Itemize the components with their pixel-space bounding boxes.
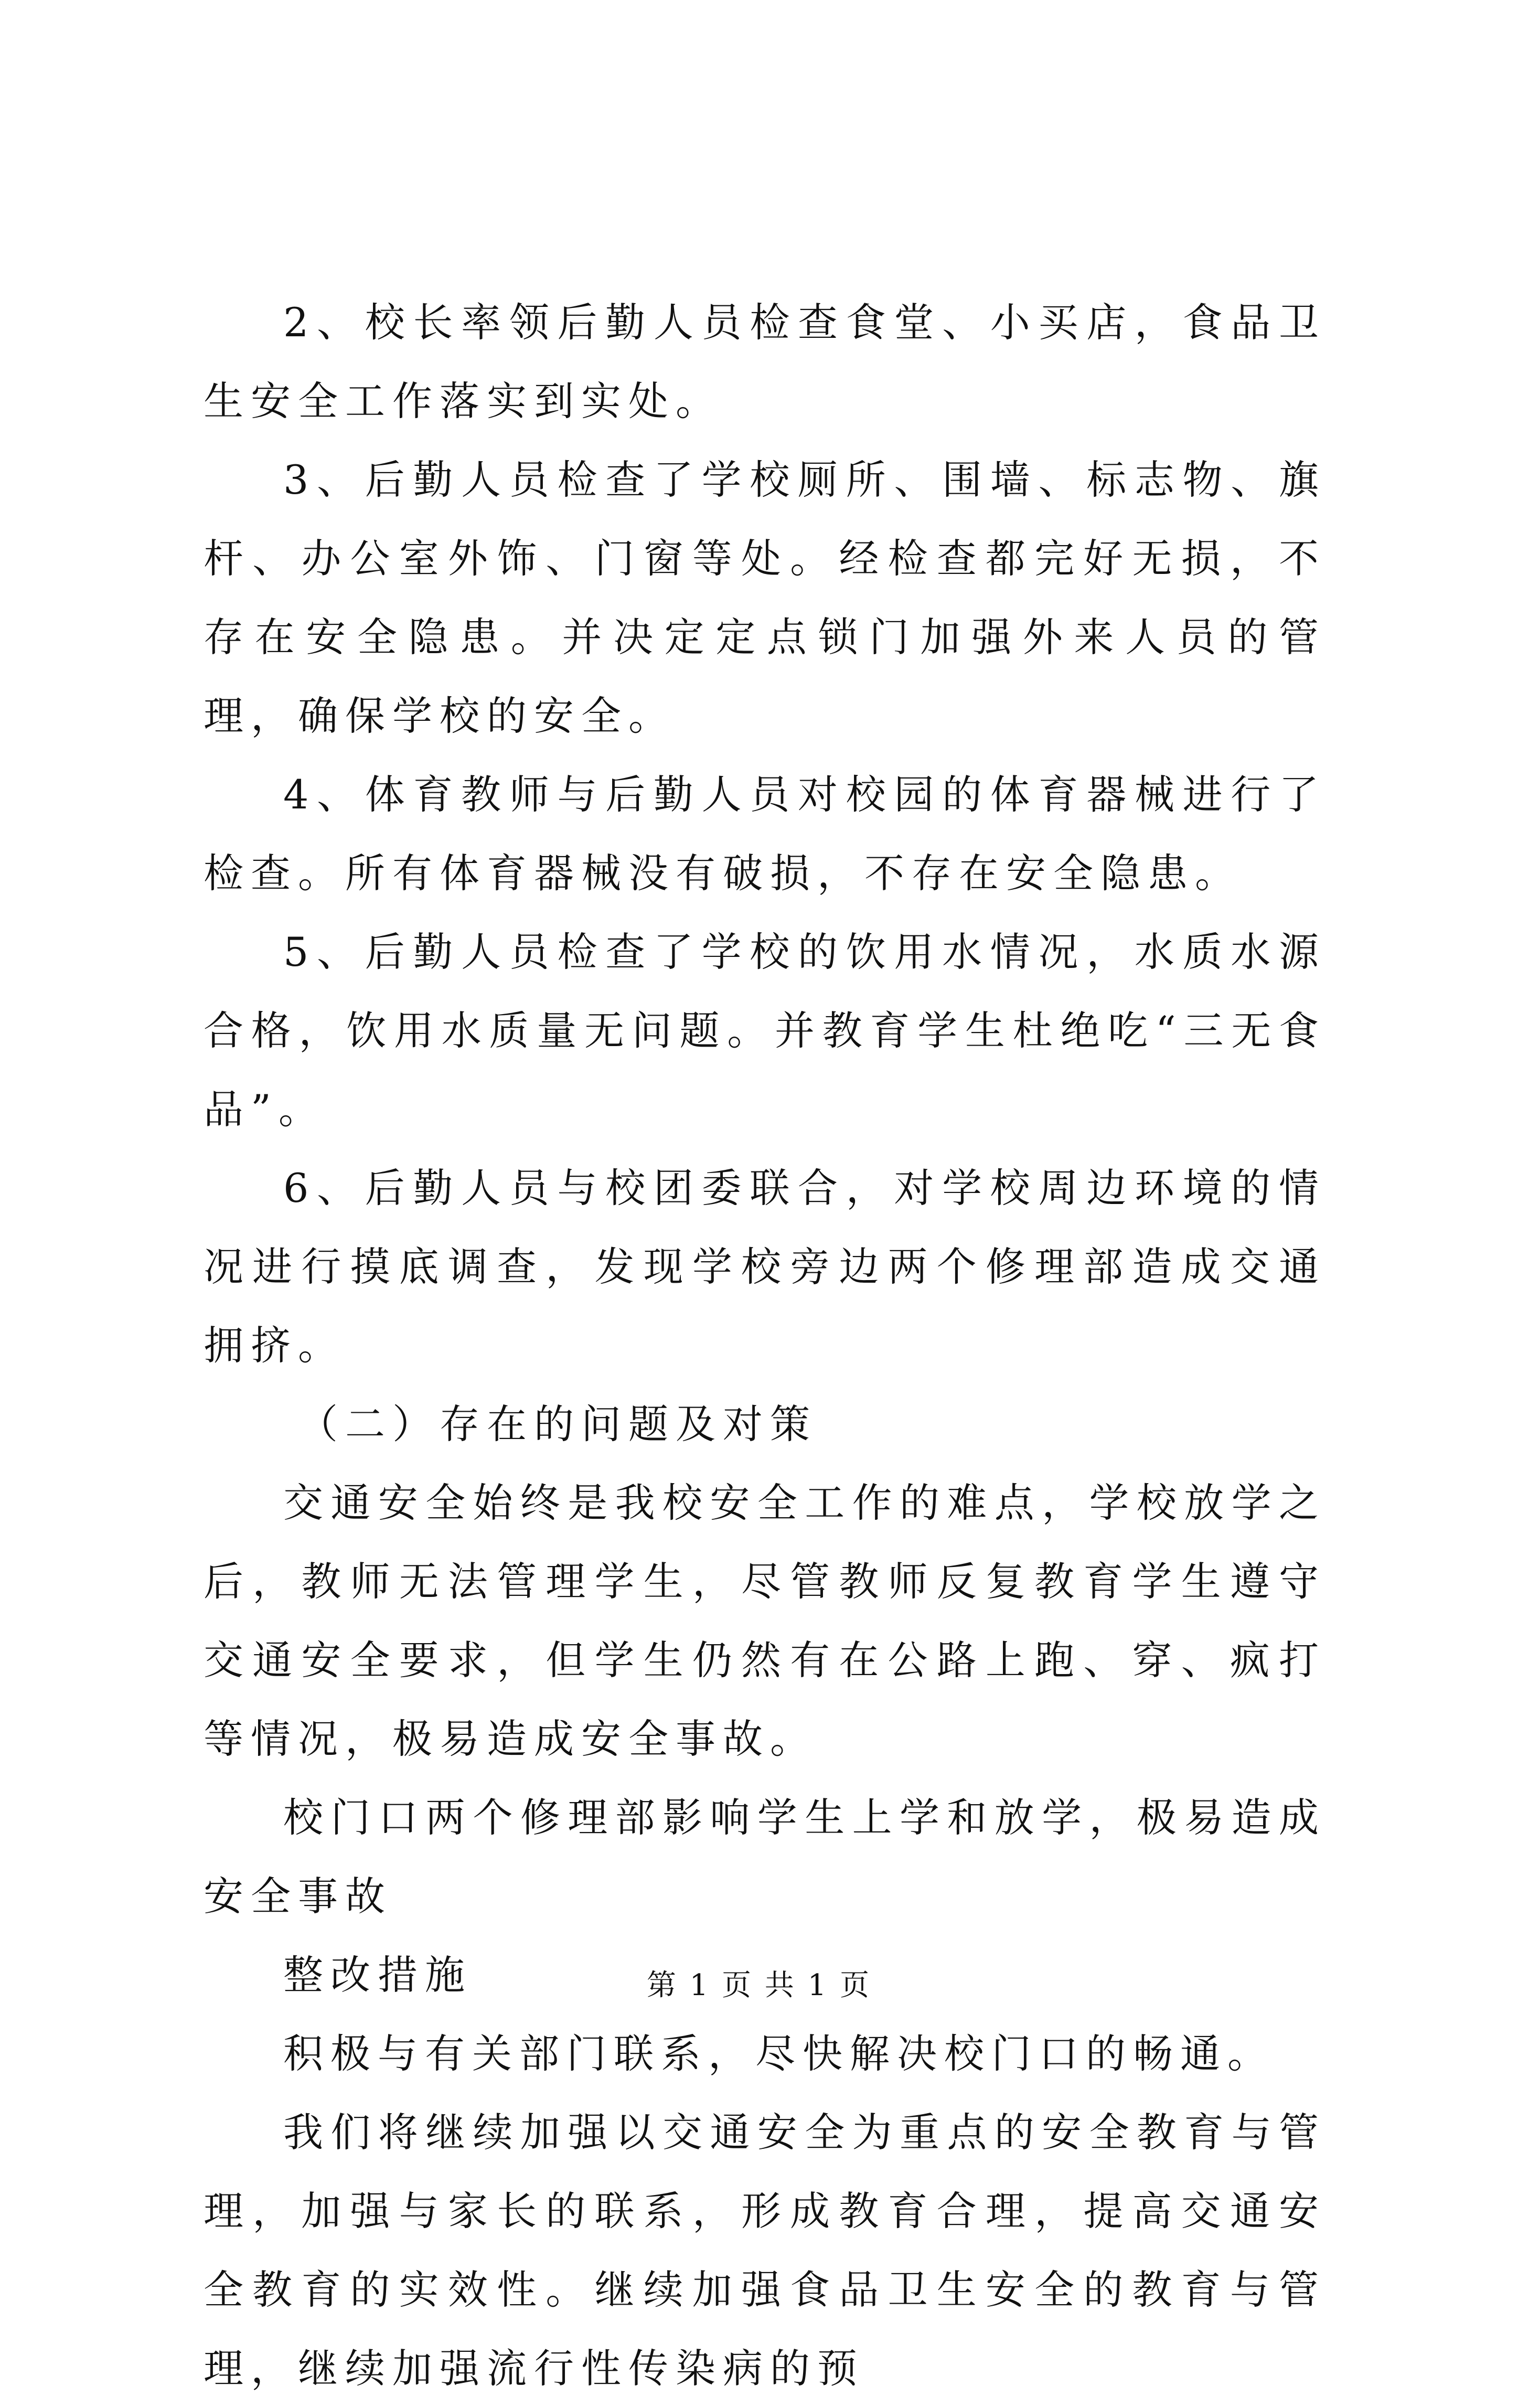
document-body xyxy=(204,283,1326,2408)
paragraph-item-6: 6、后勤人员与校团委联合，对学校周边环境的情况进行摸底调查，发现学校旁边两个修理部造成交通拥挤。 xyxy=(204,1165,1326,1369)
paragraph-item-3: 3、后勤人员检查了学校厕所、围墙、标志物、旗杆、办公室外饰、门窗等处。经检查都完好无损，不存在安全隐患。并决定定点锁门加强外来人员的管理，确保学校的安全。 xyxy=(204,456,1326,739)
heading-rectification-measures: 整改措施 xyxy=(283,1952,472,1998)
paragraph-item-4: 4、体育教师与后勤人员对校园的体育器械进行了检查。所有体育器械没有破损，不存在安全隐患。 xyxy=(204,771,1326,897)
paragraph-item-2: 2、校长率领后勤人员检查食堂、小买店，食品卫生安全工作落实到实处。 xyxy=(204,299,1326,424)
paragraph-item-5: 5、后勤人员检查了学校的饮用水情况，水质水源合格，饮用水质量无问题。并教育学生杜绝吃“三无食品”。 xyxy=(204,929,1326,1133)
paragraph-continue-strengthening: 我们将继续加强以交通安全为重点的安全教育与管理，加强与家长的联系，形成教育合理，提高交通安全教育的实效性。继续加强食品卫生安全的教育与管理，继续加强流行性传染病的预 xyxy=(204,2109,1326,2392)
section-heading-problems: （二）存在的问题及对策 xyxy=(298,1401,817,1447)
paragraph-contact-departments: 积极与有关部门联系，尽快解决校门口的畅通。 xyxy=(283,2030,1275,2077)
page-footer: 第 1 页 共 1 页 xyxy=(646,1968,872,2002)
paragraph-repair-shops: 校门口两个修理部影响学生上学和放学，极易造成安全事故 xyxy=(204,1794,1326,1920)
paragraph-traffic-safety: 交通安全始终是我校安全工作的难点，学校放学之后，教师无法管理学生，尽管教师反复教育学生遵守交通安全要求，但学生仍然有在公路上跑、穿、疯打等情况，极易造成安全事故。 xyxy=(204,1479,1326,1762)
